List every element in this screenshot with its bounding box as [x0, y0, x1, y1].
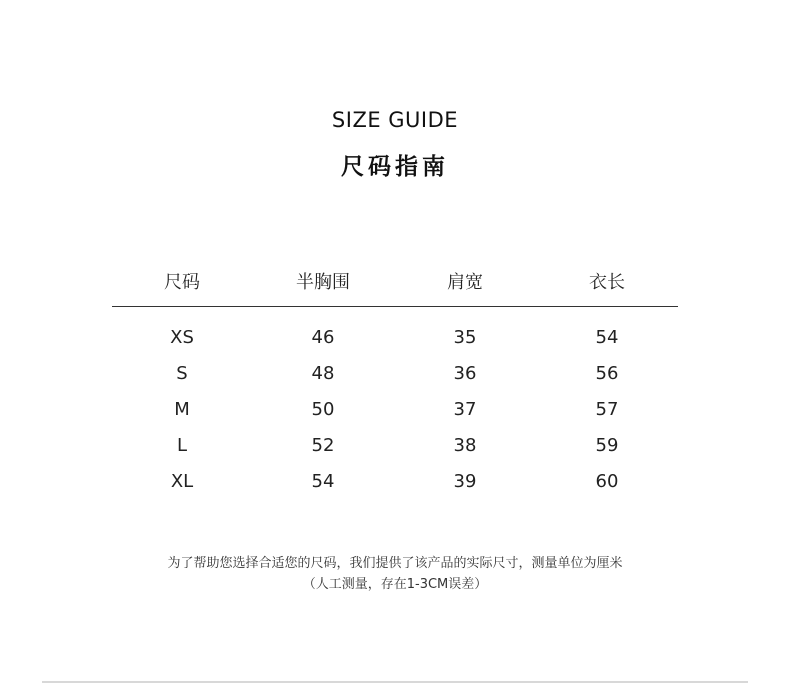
cell-shoulder: 36 — [453, 363, 477, 384]
title-chinese: 尺码指南 — [341, 154, 449, 180]
table-header — [112, 262, 678, 307]
cell-size: XL — [170, 471, 194, 492]
cell-length: 56 — [595, 363, 619, 384]
cell-size: XS — [170, 327, 194, 348]
title-english: SIZE GUIDE — [331, 108, 459, 132]
cell-half-chest: 48 — [311, 363, 335, 384]
cell-half-chest: 50 — [311, 399, 335, 420]
cell-size: L — [176, 435, 188, 456]
table-body — [112, 327, 678, 507]
header-half-chest: 半胸围 — [296, 272, 350, 293]
measurement-note: 为了帮助您选择合适您的尺码，我们提供了该产品的实际尺寸，测量单位为厘米 — [167, 556, 623, 571]
header-length: 衣长 — [589, 272, 625, 293]
measurement-error-note: （人工测量，存在1-3CM误差） — [302, 577, 488, 592]
bottom-divider — [42, 681, 748, 683]
cell-shoulder: 37 — [453, 399, 477, 420]
table-row — [112, 435, 678, 471]
cell-half-chest: 54 — [311, 471, 335, 492]
cell-length: 60 — [595, 471, 619, 492]
table-row — [112, 327, 678, 363]
cell-shoulder: 35 — [453, 327, 477, 348]
cell-size: S — [176, 363, 188, 384]
cell-half-chest: 46 — [311, 327, 335, 348]
cell-length: 54 — [595, 327, 619, 348]
cell-length: 57 — [595, 399, 619, 420]
cell-shoulder: 39 — [453, 471, 477, 492]
cell-shoulder: 38 — [453, 435, 477, 456]
cell-half-chest: 52 — [311, 435, 335, 456]
table-row — [112, 399, 678, 435]
table-row — [112, 363, 678, 399]
table-row — [112, 471, 678, 507]
cell-size: M — [174, 399, 190, 420]
cell-length: 59 — [595, 435, 619, 456]
header-size: 尺码 — [164, 272, 200, 293]
size-table — [112, 262, 678, 507]
header-shoulder: 肩宽 — [447, 272, 483, 293]
